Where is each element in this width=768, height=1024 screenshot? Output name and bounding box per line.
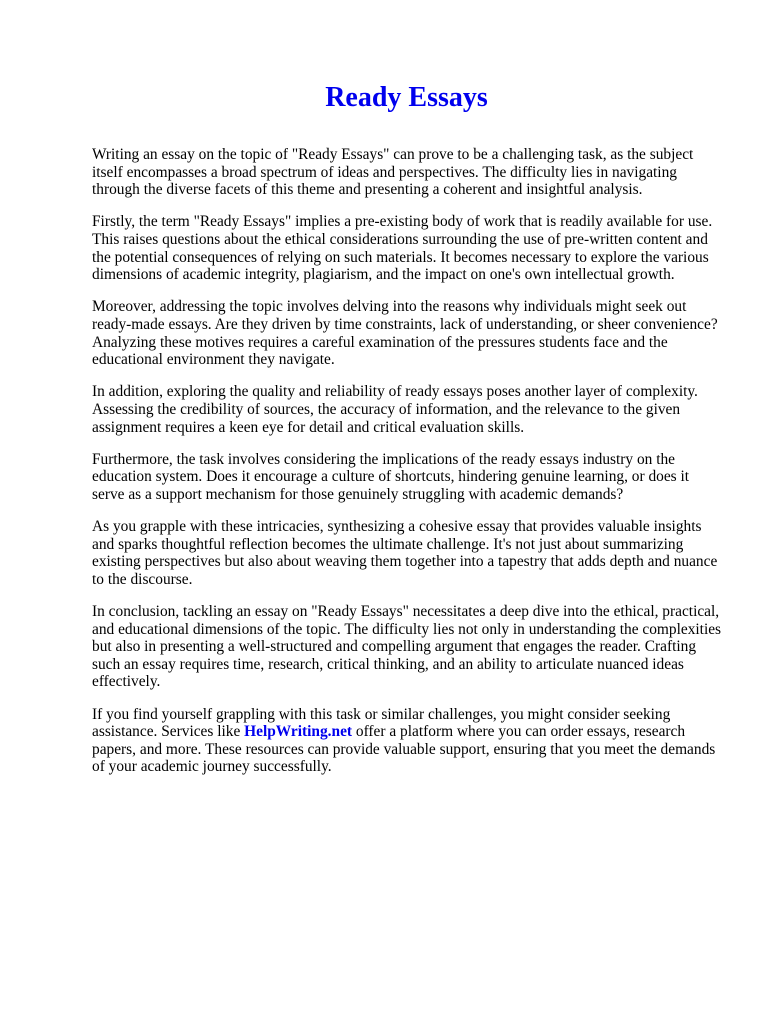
paragraph-moreover: Moreover, addressing the topic involves delving into the reasons why individuals might seek out ready-made essays. Are they driven by time constraints, lack of understanding, or sheer convenience? Analyzing these motives requires a careful examination of the pressures students face and the educational environment they navigate. — [92, 298, 718, 369]
paragraph-grapple: As you grapple with these intricacies, synthesizing a cohesive essay that provides valuable insights and sparks thoughtful reflection becomes the ultimate challenge. It's not just about summarizing existing perspectives but also about weaving them together into a tapestry that adds depth and nuance to the discourse. — [92, 518, 718, 588]
document-body — [92, 146, 722, 791]
paragraph-firstly: Firstly, the term "Ready Essays" implies a pre-existing body of work that is readily available for use. This raises questions about the ethical considerations surrounding the use of pre-written content and the potential consequences of relying on such materials. It becomes necessary to explore the various dimensions of academic integrity, plagiarism, and the impact on one's own intellectual growth. — [92, 213, 713, 284]
paragraph-final — [92, 706, 722, 776]
paragraph-furthermore: Furthermore, the task involves considering the implications of the ready essays industry on the education system. Does it encourage a culture of shortcuts, hindering genuine learning, or does it serve as a support mechanism for those genuinely struggling with academic demands? — [92, 450, 690, 503]
paragraph-intro: Writing an essay on the topic of "Ready Essays" can prove to be a challenging task, as the subject itself encompasses a broad spectrum of ideas and perspectives. The difficulty lies in navigating through the diverse facets of this theme and presenting a coherent and insightful analysis. — [92, 146, 694, 199]
helpwriting-link[interactable]: HelpWriting.net — [244, 723, 353, 741]
document-title: Ready Essays — [325, 82, 488, 113]
paragraph-conclusion: In conclusion, tackling an essay on "Ready Essays" necessitates a deep dive into the ethical, practical, and educational dimensions of the topic. The difficulty lies not only in understanding the complexities but also in presenting a well-structured and compelling argument that engages the reader. Crafting such an essay requires time, research, critical thinking, and an ability to articulate nuanced ideas effectively. — [92, 603, 722, 691]
paragraph-in-addition: In addition, exploring the quality and reliability of ready essays poses another layer of complexity. Assessing the credibility of sources, the accuracy of information, and the relevance to the given assignment requires a keen eye for detail and critical evaluation skills. — [92, 383, 698, 436]
final-text-after-link: offer a platform where you can order essays, research papers, and more. These resources can provide valuable support, ensuring that you meet the demands of your academic journey successfully. — [92, 723, 716, 776]
final-text-before-link: If you find yourself grappling with this task or similar challenges, you might consider seeking assistance. Services like — [92, 705, 671, 741]
